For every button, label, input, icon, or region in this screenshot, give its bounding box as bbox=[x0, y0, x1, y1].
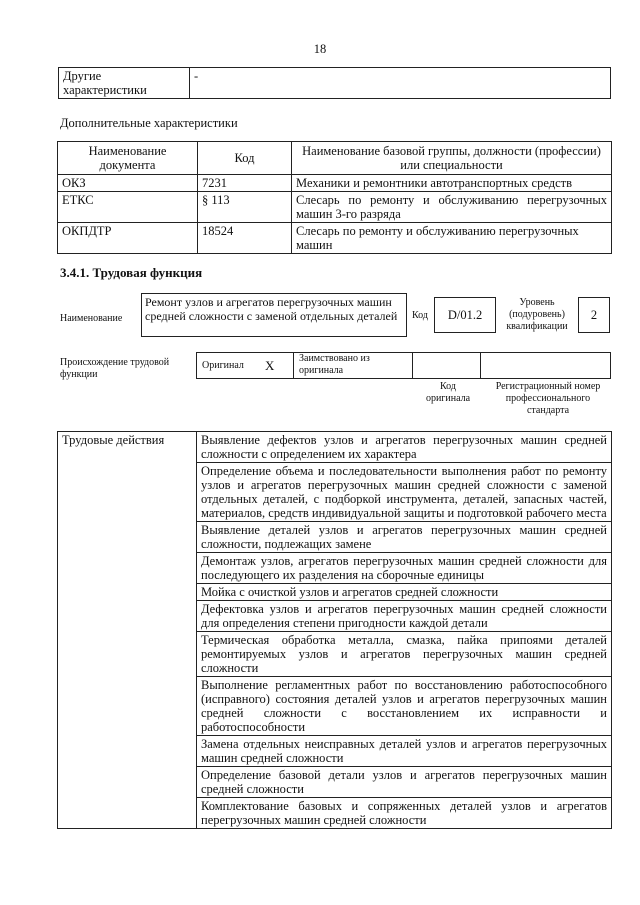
function-name: Ремонт узлов и агрегатов перегрузочных машин средней сложности с заменой отдельных деталей bbox=[141, 293, 407, 337]
qualification-level: 2 bbox=[578, 297, 610, 333]
row-code: 18524 bbox=[198, 223, 292, 254]
other-characteristics-value: - bbox=[190, 68, 611, 99]
section-title: 3.4.1. Трудовая функция bbox=[60, 265, 203, 280]
labor-actions-label: Трудовые действия bbox=[58, 432, 197, 829]
row-doc: ОКПДТР bbox=[58, 223, 198, 254]
labor-action-item: Демонтаж узлов, агрегатов перегрузочных машин средней сложности для последующего их разделения на сборочные единицы bbox=[197, 553, 612, 584]
table-row bbox=[58, 175, 612, 192]
labor-action-item: Дефектовка узлов и агрегатов перегрузочных машин средней сложности для определения степени пригодности каждой детали bbox=[197, 601, 612, 632]
row-name: Слесарь по ремонту и обслуживанию перегрузочных машин 3-го разряда bbox=[292, 192, 612, 223]
labor-action-item: Выполнение регламентных работ по восстановлению работоспособного (исправного) состояния деталей узлов и агрегатов перегрузочных машин средней сложности с восстановлением их исправности и работоспособности bbox=[197, 677, 612, 736]
row-doc: ЕТКС bbox=[58, 192, 198, 223]
registration-number-caption: Регистрационный номер профессионального стандарта bbox=[495, 381, 601, 416]
row-name: Слесарь по ремонту и обслуживанию перегрузочных машин bbox=[292, 223, 612, 254]
table-row bbox=[58, 223, 612, 254]
table-row bbox=[58, 192, 612, 223]
function-name-label: Наименование bbox=[60, 313, 123, 324]
row-code: 7231 bbox=[198, 175, 292, 192]
additional-characteristics-table bbox=[57, 141, 612, 254]
original-mark: X bbox=[265, 358, 275, 373]
header-document: Наименование документа bbox=[58, 142, 198, 175]
additional-characteristics-title: Дополнительные характеристики bbox=[60, 116, 238, 130]
header-group: Наименование базовой группы, должности (профессии) или специальности bbox=[292, 142, 612, 175]
row-doc: ОКЗ bbox=[58, 175, 198, 192]
table-row bbox=[58, 432, 612, 463]
labor-action-item: Замена отдельных неисправных деталей узлов и агрегатов перегрузочных машин средней сложности bbox=[197, 736, 612, 767]
qualification-level-label: Уровень (подуровень) квалификации bbox=[506, 297, 568, 332]
function-code-label: Код bbox=[412, 310, 428, 321]
page-number: 18 bbox=[313, 42, 327, 56]
labor-action-item: Определение базовой детали узлов и агрегатов перегрузочных машин средней сложности bbox=[197, 767, 612, 798]
original-label: Оригинал bbox=[202, 360, 244, 371]
origin-code-cell bbox=[413, 352, 481, 379]
labor-actions-table bbox=[57, 431, 612, 829]
origin-label: Происхождение трудовой функции bbox=[60, 357, 170, 380]
borrowed-label: Заимствовано из оригинала bbox=[299, 353, 370, 376]
labor-action-item: Мойка с очисткой узлов и агрегатов средней сложности bbox=[197, 584, 612, 601]
labor-action-item: Выявление деталей узлов и агрегатов перегрузочных машин средней сложности, подлежащих замене bbox=[197, 522, 612, 553]
labor-action-item: Термическая обработка металла, смазка, пайка припоями деталей ремонтируемых узлов и агрегатов перегрузочных машин средней сложности bbox=[197, 632, 612, 677]
other-characteristics-table bbox=[58, 67, 611, 99]
labor-action-item: Комплектование базовых и сопряженных деталей узлов и агрегатов перегрузочных машин средней сложности bbox=[197, 798, 612, 829]
header-code: Код bbox=[198, 142, 292, 175]
row-code: § 113 bbox=[198, 192, 292, 223]
labor-action-item: Выявление дефектов узлов и агрегатов перегрузочных машин средней сложности с определением их характера bbox=[197, 432, 612, 463]
labor-action-item: Определение объема и последовательности выполнения работ по ремонту узлов и агрегатов перегрузочных машин средней сложности с заменой отдельных деталей, с подборкой инструмента, деталей, запасных частей, материалов, средств индивидуальной защиты и подготовкой рабочего места bbox=[197, 463, 612, 522]
original-code-caption: Код оригинала bbox=[425, 381, 471, 404]
function-code: D/01.2 bbox=[434, 297, 496, 333]
row-name: Механики и ремонтники автотранспортных средств bbox=[292, 175, 612, 192]
other-characteristics-label: Другие характеристики bbox=[59, 68, 190, 99]
